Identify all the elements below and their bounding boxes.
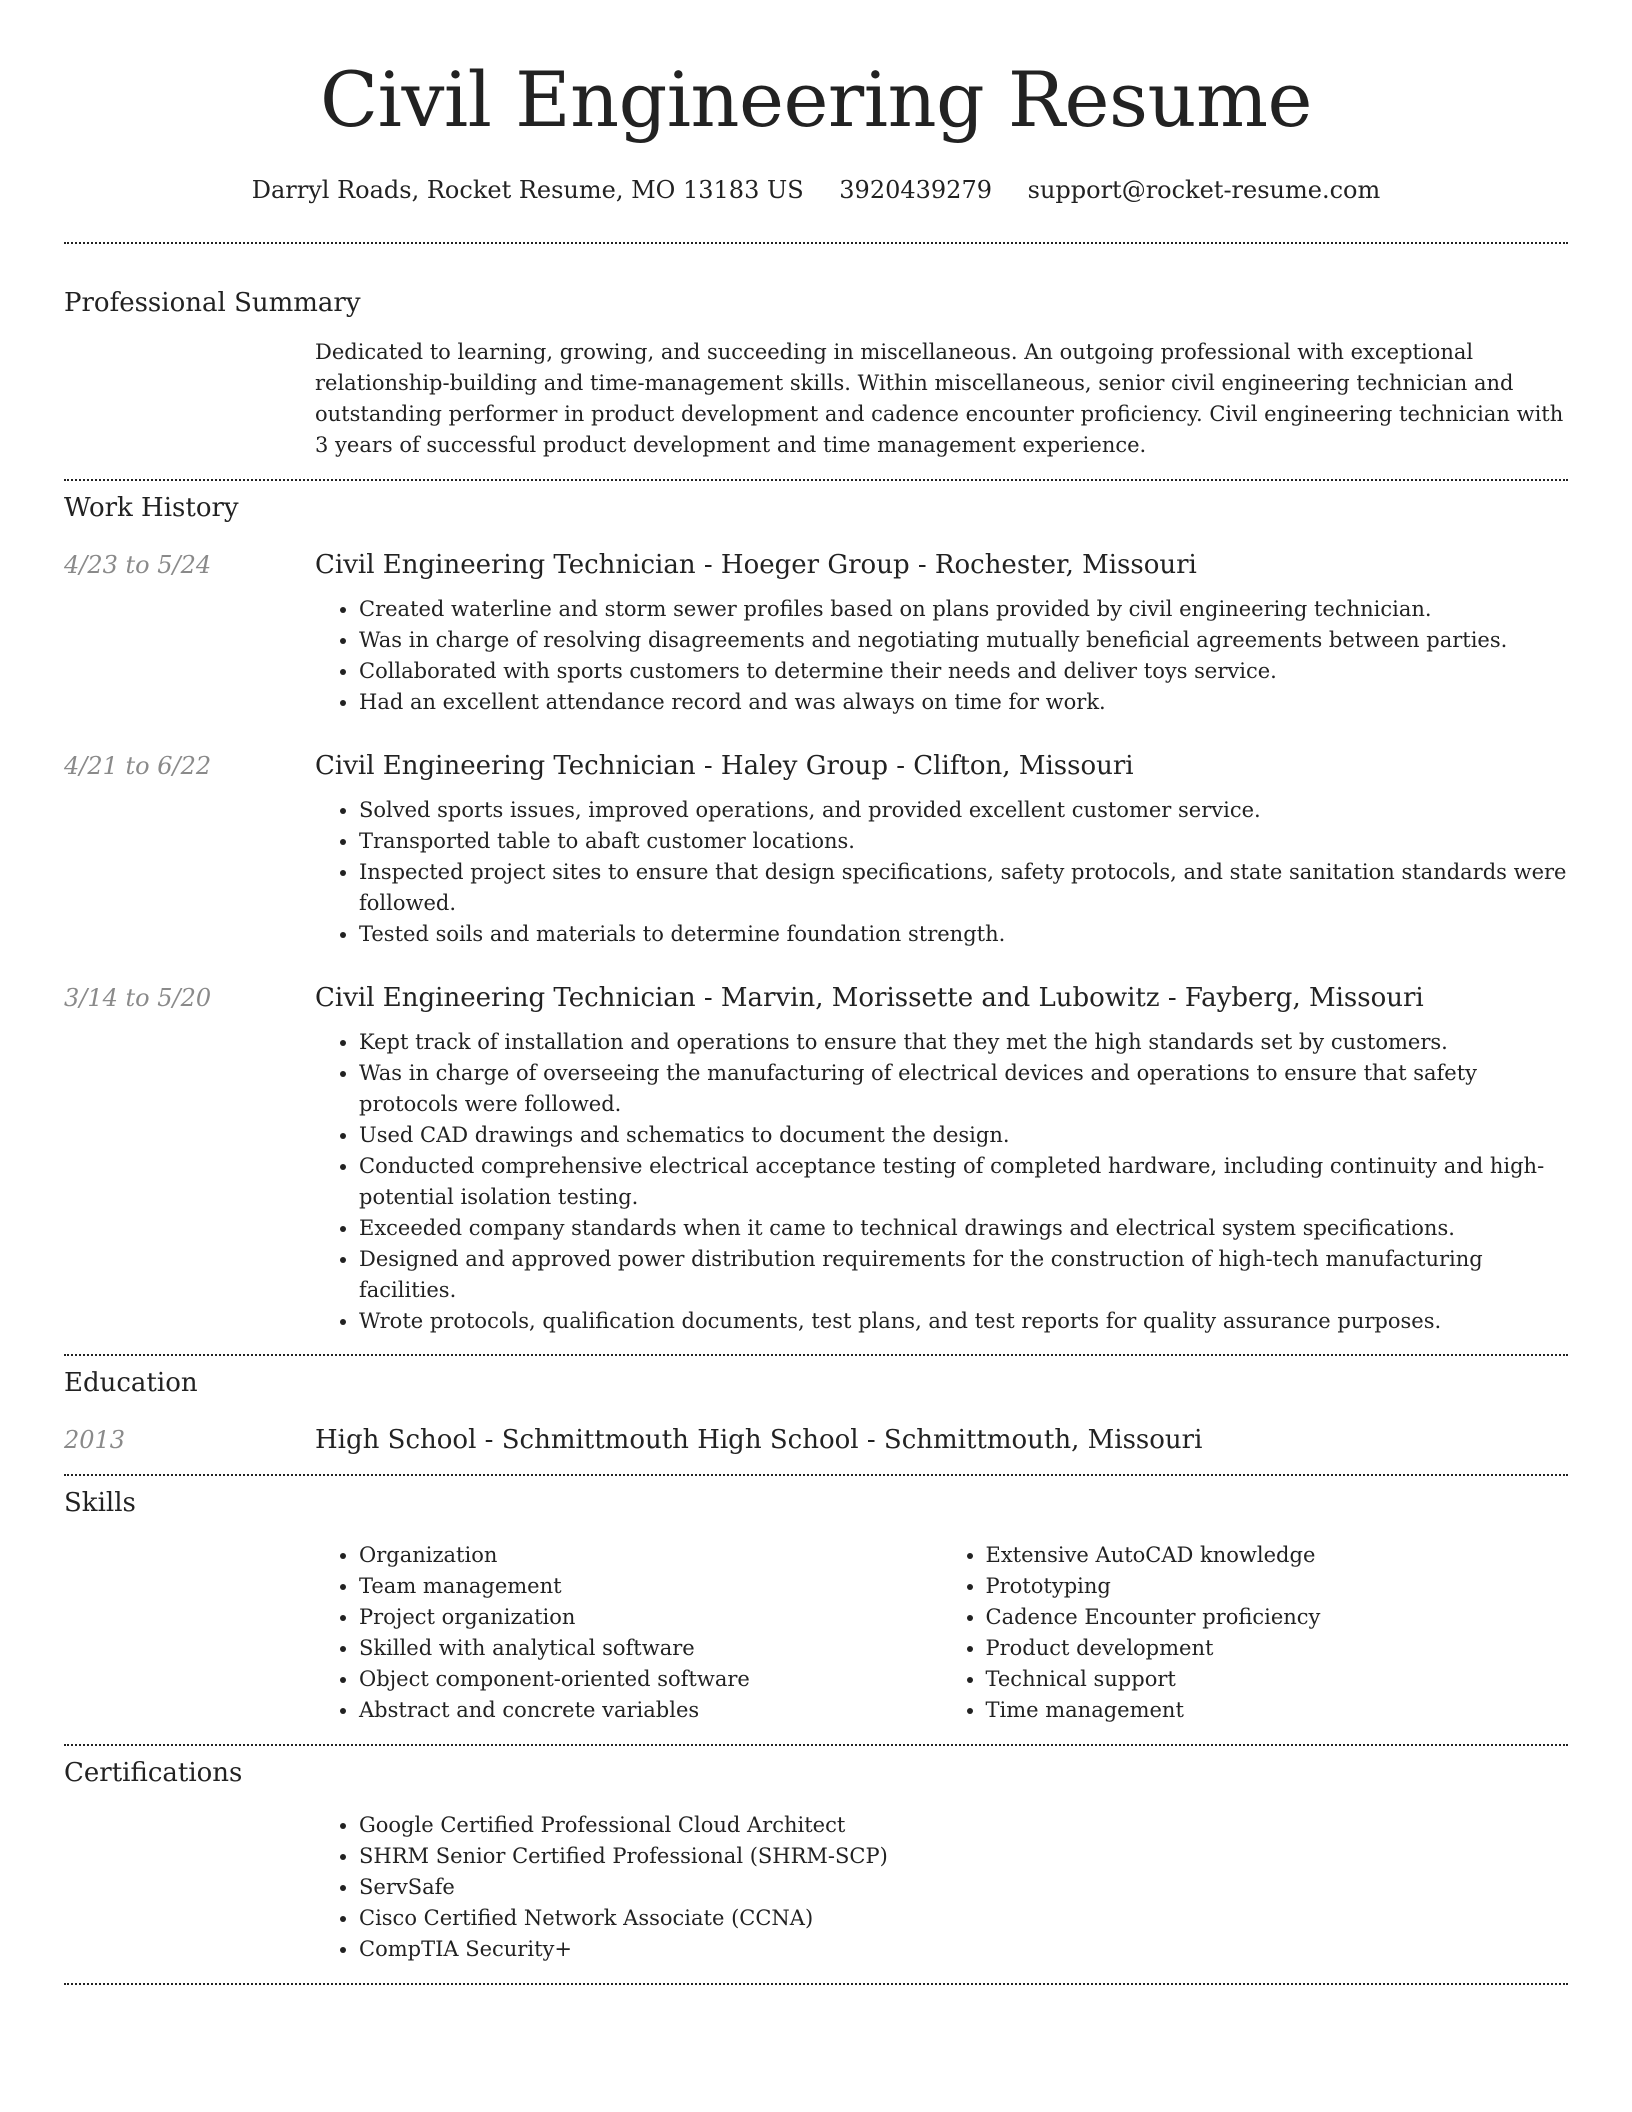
job-entry: [64, 749, 1568, 950]
skill-item: • Organization: [359, 1540, 942, 1571]
skill-item: • Cadence Encounter proficiency: [986, 1602, 1569, 1633]
skill-item: • Extensive AutoCAD knowledge: [986, 1540, 1569, 1571]
job-date: 4/21 to 6/22: [64, 752, 212, 780]
skills-heading: Skills: [64, 1488, 136, 1518]
job-bullet: • Was in charge of resolving disagreements and negotiating mutually beneficial agreements between parties.: [359, 625, 1568, 656]
job-bullet: • Kept track of installation and operations to ensure that they met the high standards set by customers.: [359, 1027, 1568, 1058]
contact-email: support@rocket-resume.com: [1027, 176, 1381, 204]
job-bullet: • Was in charge of overseeing the manufacturing of electrical devices and operations to ensure that safety protocols were followed.: [359, 1058, 1568, 1120]
certification-item: • ServSafe: [359, 1872, 1568, 1903]
education-date: 2013: [64, 1426, 126, 1454]
job-bullet: • Had an excellent attendance record and was always on time for work.: [359, 687, 1568, 718]
certifications-heading: Certifications: [64, 1758, 243, 1788]
job-title: Civil Engineering Technician - Haley Group - Clifton, Missouri: [315, 751, 1134, 781]
certification-item: • SHRM Senior Certified Professional (SHRM-SCP): [359, 1841, 1568, 1872]
job-bullet: • Exceeded company standards when it came to technical drawings and electrical system specifications.: [359, 1213, 1568, 1244]
skills-columns: [64, 1540, 1568, 1726]
job-bullet: • Transported table to abaft customer locations.: [359, 826, 1568, 857]
job-bullet: • Tested soils and materials to determine foundation strength.: [359, 919, 1568, 950]
divider: [64, 1474, 1568, 1476]
job-bullet: • Inspected project sites to ensure that design specifications, safety protocols, and state sanitation standards were followed.: [359, 857, 1568, 919]
skills-list-right: [942, 1540, 1569, 1726]
certification-item: • CompTIA Security+: [359, 1934, 1568, 1965]
education-section: [64, 1366, 1568, 1457]
skill-item: • Prototyping: [986, 1571, 1569, 1602]
certification-item: • Google Certified Professional Cloud Architect: [359, 1810, 1568, 1841]
summary-text: Dedicated to learning, growing, and succeeding in miscellaneous. An outgoing professional with exceptional relationship-building and time-management skills. Within miscellaneous, senior civil engineering technician and outstanding performer in product development and cadence encounter proficiency. Civil engineering technician with 3 years of successful product development and time management experience.: [315, 340, 1564, 457]
divider: [64, 1744, 1568, 1746]
job-bullets: [315, 594, 1568, 718]
job-bullet: • Created waterline and storm sewer profiles based on plans provided by civil engineering technician.: [359, 594, 1568, 625]
certification-item: • Cisco Certified Network Associate (CCNA): [359, 1903, 1568, 1934]
job-title: Civil Engineering Technician - Marvin, Morissette and Lubowitz - Fayberg, Missouri: [315, 983, 1424, 1013]
skill-item: • Project organization: [359, 1602, 942, 1633]
job-date: 4/23 to 5/24: [64, 551, 212, 579]
skill-item: • Time management: [986, 1695, 1569, 1726]
certifications-list: [315, 1810, 1568, 1965]
education-entry: [64, 1423, 1568, 1457]
job-bullets: [315, 1027, 1568, 1337]
divider: [64, 479, 1568, 481]
summary-heading: Professional Summary: [64, 288, 361, 318]
education-title: High School - Schmittmouth High School - Schmittmouth, Missouri: [315, 1425, 1203, 1455]
skill-item: • Object component-oriented software: [359, 1664, 942, 1695]
work-history-heading: Work History: [64, 493, 239, 523]
job-bullet: • Wrote protocols, qualification documents, test plans, and test reports for quality assurance purposes.: [359, 1306, 1568, 1337]
skill-item: • Product development: [986, 1633, 1569, 1664]
divider: [64, 1983, 1568, 1985]
work-history-section: [64, 491, 1568, 1337]
contact-phone: 3920439279: [839, 176, 992, 204]
job-bullet: • Collaborated with sports customers to determine their needs and deliver toys service.: [359, 656, 1568, 687]
certifications-section: [64, 1756, 1568, 1965]
contact-line: [64, 174, 1568, 206]
job-entry: [64, 548, 1568, 718]
job-bullet: • Conducted comprehensive electrical acceptance testing of completed hardware, including continuity and high-potential isolation testing.: [359, 1151, 1568, 1213]
skills-section: [64, 1486, 1568, 1726]
job-bullet: • Used CAD drawings and schematics to document the design.: [359, 1120, 1568, 1151]
skill-item: • Skilled with analytical software: [359, 1633, 942, 1664]
skill-item: • Abstract and concrete variables: [359, 1695, 942, 1726]
skill-item: • Team management: [359, 1571, 942, 1602]
job-title: Civil Engineering Technician - Hoeger Group - Rochester, Missouri: [315, 550, 1197, 580]
skills-list-left: [315, 1540, 942, 1726]
contact-address: Darryl Roads, Rocket Resume, MO 13183 US: [251, 176, 804, 204]
job-entry: [64, 981, 1568, 1337]
job-date: 3/14 to 5/20: [64, 984, 212, 1012]
divider: [64, 242, 1568, 244]
education-heading: Education: [64, 1368, 198, 1398]
job-bullet: • Solved sports issues, improved operations, and provided excellent customer service.: [359, 795, 1568, 826]
divider: [64, 1354, 1568, 1356]
job-bullets: [315, 795, 1568, 950]
skill-item: • Technical support: [986, 1664, 1569, 1695]
resume-title: Civil Engineering Resume: [319, 55, 1313, 144]
summary-section: [64, 286, 1568, 461]
job-bullet: • Designed and approved power distribution requirements for the construction of high-tech manufacturing facilities.: [359, 1244, 1568, 1306]
